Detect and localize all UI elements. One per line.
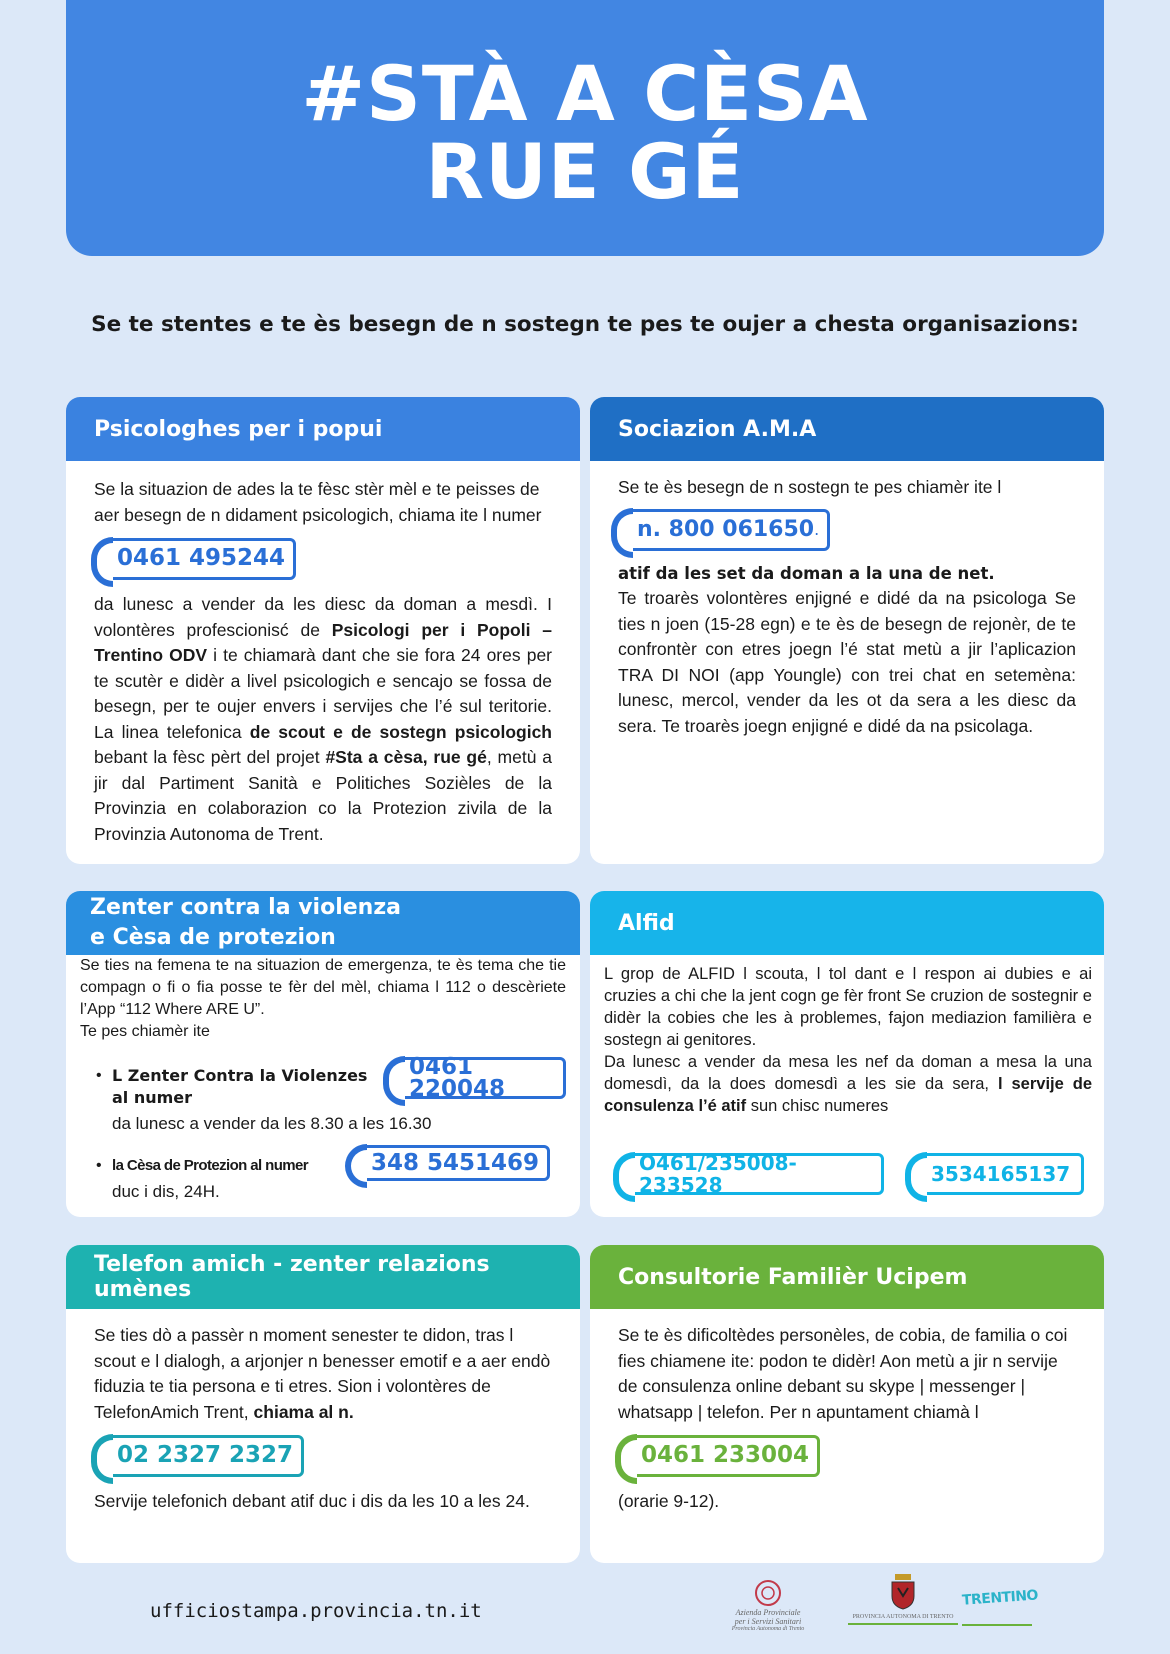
card-sociazion-ama [590,397,1104,864]
card-text: Te pes chiamèr ite [80,1023,210,1040]
card-text: Servije telefonich debant atif duc i dis da les 10 a les 24. [94,1491,530,1511]
list-item [96,1054,566,1137]
apss-emblem-icon [751,1578,785,1608]
phone-number[interactable]: 3534165137 [918,1153,1084,1195]
card-zenter-violenza [66,891,580,1217]
card-text: Se ties na femena te na situazion de emergenza, te ès tema che tie compagn o fi o fia posse te fèr del mèl, chiama l 112 o descèriete l’App “112 Where ARE U”. [80,957,566,1018]
card-title: Alfid [618,910,675,936]
card-text: Da lunesc a vender da mesa les nef da doman a mesa la una domesdì, da la does domesdì a les sie da sera, l servije de consulenza l’é atif sun chisc numeres [604,1053,1092,1115]
card-title: Zenter contra la violenza [90,895,401,920]
phone-icon [91,537,113,587]
hero-title-line2: RUE GÉ [425,127,745,216]
phone-number[interactable]: 0461 220048 [396,1057,566,1099]
phone-icon [611,508,633,558]
item-label: la Cèsa de Protezion al numer [112,1157,308,1174]
card-text: Se la situazion de ades la te fèsc stèr mèl e te peisses de aer besegn de n didament psicologich, chiama ite l numer [94,479,542,525]
phone-icon [383,1056,405,1106]
card-title: Psicologhes per i popui [94,416,383,442]
card-text: Se te ès besegn de n sostegn te pes chiamèr ite l [618,477,1002,497]
divider [962,1624,1032,1626]
phone-icon [615,1434,637,1484]
phone-icon [905,1152,927,1202]
card-hours: atif da les set da doman a la una de net. [618,563,995,583]
card-title: e Cèsa de protezion [90,925,336,950]
card-description: da lunesc a vender da les diesc da doman a mesdì. I volontères profescionisć de Psicologi per i Popoli – Trentino ODV i te chiamarà dant che sie fora 24 ores per te scutèr e didèr a livel psicologich e sencajo se fossa de besegn, per te oujer envers i servijes che l’é sul teritorie. La linea telefonica de scout e de sostegn psicologich bebant la fèsc pèrt del projet #Sta a cèsa, rue gé, metù a jir dal Partiment Sanità e Politiches Soziѐles de la Provinzia en colaborazion co la Protezion zivila de la Provinzia Autonoma de Trent. [94,594,553,844]
card-text: L grop de ALFID l scouta, l tol dant e l respon ai dubies e ai cruzies a chi che la jent cogn ge fèr front Se cruzion de sostegnir e didèr la cobies che les à problemes, fajon mediazion familièra e sostegn ai genitores. [604,965,1092,1049]
logo-apss: Azienda Provinciale per i Servizi Sanitari Provincia Autonoma di Trento [718,1578,818,1638]
card-text: Se ties dò a passèr n moment senester te didon, tras l scout e l dialogh, a arjonjer n benesser emotif e a aer endò fiduzia te tia persona e ti etres. Sion i volontères de TelefonAmich Trent, chiama al n. [94,1325,551,1422]
card-description: Te troarès volontères enjigné e didé da na psicologa Se ties n joen (15-28 egn) e te ès de besegn de rejonèr, de te confrontèr con etres joegn l’é stat metù a jir l’aplicazion TRA DI NOI (app Youngle) con trei chat en setemèna: lunesc, mercol, vender da les ot da sera a les diesc da sera. Te troarès joegn enjigné e didé da na psicolaga. [618,588,1076,736]
card-header [590,891,1104,955]
card-title: Telefon amich - zenter relazions umènes [94,1252,490,1302]
hero-banner [66,0,1104,256]
card-title: Sociazion A.M.A [618,416,817,442]
item-hours: da lunesc a vender da les 8.30 a les 16.30 [112,1114,432,1133]
intro-text: Se te stentes e te ès besegn de n sostegn te pes te oujer a chesta organisazions: [91,312,1079,337]
card-title: Consultorie Familièr Ucipem [618,1264,968,1290]
card-telefon-amich [66,1245,580,1563]
item-label: L Zenter Contra la Violenzes al numer [112,1066,368,1107]
card-text: Se te ès dificoltèdes personèles, de cobia, de familia o coi fies chiamene ite: podon te didèr! Aon metù a jir n servije de consulenza online debant su skype | messenger | whatsapp | telefon. Per n apuntament chiamà l [618,1325,1068,1422]
card-text: (orarie 9-12). [618,1491,720,1511]
coat-of-arms-icon [889,1574,917,1610]
card-header [590,397,1104,461]
card-header [66,397,580,461]
card-header [66,891,580,955]
phone-number[interactable]: 348 5451469 [358,1145,550,1181]
phone-icon [91,1434,113,1484]
item-hours: duc i dis, 24H. [112,1182,220,1201]
card-header [66,1245,580,1309]
divider [848,1623,958,1625]
logo-provincia: PROVINCIA AUTONOMA DI TRENTO [848,1574,958,1638]
bullet-icon: • [96,1067,102,1084]
hero-title-line1: #STÀ A CÈSA [301,49,869,138]
phone-icon [613,1152,635,1202]
phone-number[interactable]: 0461 233004 [628,1435,820,1477]
phone-number[interactable]: 02 2327 2327 [104,1435,304,1477]
phone-number[interactable]: O461/235008-233528 [626,1153,884,1195]
card-psicologhes [66,397,580,864]
phone-number[interactable]: 0461 495244 [104,538,296,580]
card-alfid [590,891,1104,1217]
phone-number[interactable]: n. 800 061650 . [624,509,830,551]
phone-icon [345,1144,367,1188]
card-header [590,1245,1104,1309]
bullet-icon: • [96,1157,102,1174]
footer-url[interactable]: ufficiostampa.provincia.tn.it [150,1600,482,1622]
logo-trentino: TRENTINO [962,1590,1042,1630]
list-item [96,1145,566,1205]
card-consultorie [590,1245,1104,1563]
